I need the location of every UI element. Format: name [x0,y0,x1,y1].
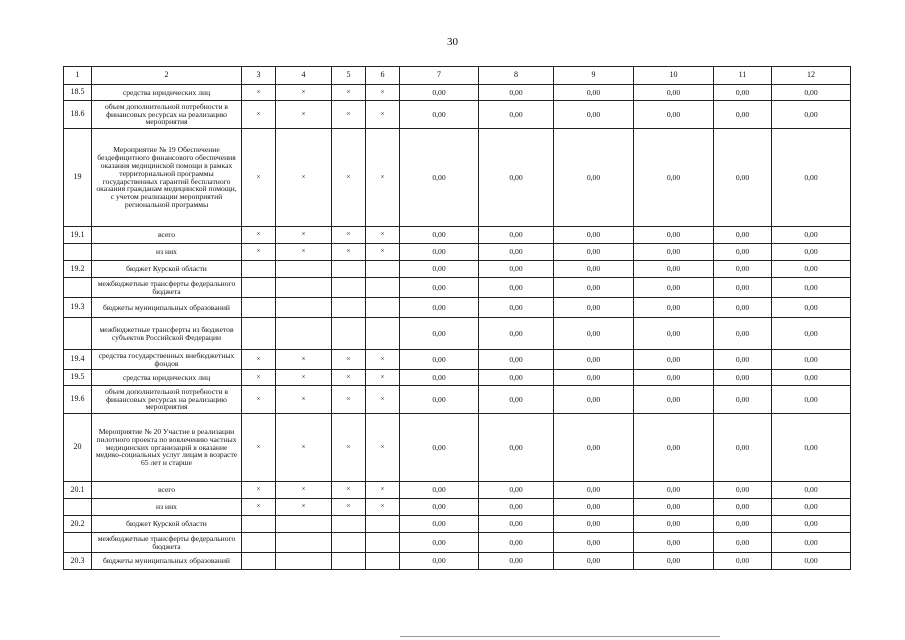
mark-cell [332,298,366,318]
row-number-cell: 19.3 [64,298,92,318]
value-cell: 0,00 [772,516,851,533]
row-number-cell [64,533,92,553]
value-cell: 0,00 [772,499,851,516]
value-cell: 0,00 [479,414,554,482]
mark-cell [366,298,400,318]
row-number-cell: 20.1 [64,482,92,499]
value-cell: 0,00 [634,278,714,298]
header-cell: 11 [714,67,772,85]
table-row [64,499,851,516]
mark-cell [242,533,276,553]
value-cell: 0,00 [479,244,554,261]
row-name-cell: всего [92,227,242,244]
mark-cell: × [276,386,332,414]
value-cell: 0,00 [714,129,772,227]
value-cell: 0,00 [772,414,851,482]
mark-cell [366,318,400,350]
value-cell: 0,00 [634,516,714,533]
value-cell: 0,00 [714,318,772,350]
value-cell: 0,00 [554,298,634,318]
mark-cell [332,318,366,350]
mark-cell: × [366,244,400,261]
table-row [64,101,851,129]
mark-cell: × [366,386,400,414]
table-row [64,227,851,244]
mark-cell: × [366,482,400,499]
mark-cell: × [366,85,400,101]
row-name-cell: всего [92,482,242,499]
mark-cell: × [366,499,400,516]
mark-cell: × [366,129,400,227]
mark-cell: × [366,101,400,129]
table-row [64,386,851,414]
row-name-cell: межбюджетные трансферты федерального бюджета [92,278,242,298]
value-cell: 0,00 [772,386,851,414]
mark-cell [276,298,332,318]
value-cell: 0,00 [634,101,714,129]
mark-cell [276,278,332,298]
value-cell: 0,00 [772,370,851,386]
budget-table [63,66,851,570]
value-cell: 0,00 [554,244,634,261]
mark-cell: × [276,129,332,227]
header-cell: 8 [479,67,554,85]
value-cell: 0,00 [400,318,479,350]
mark-cell: × [242,386,276,414]
mark-cell [366,261,400,278]
mark-cell: × [242,227,276,244]
value-cell: 0,00 [554,516,634,533]
value-cell: 0,00 [772,101,851,129]
value-cell: 0,00 [554,350,634,370]
value-cell: 0,00 [479,370,554,386]
value-cell: 0,00 [479,278,554,298]
mark-cell: × [332,244,366,261]
mark-cell [332,516,366,533]
value-cell: 0,00 [634,129,714,227]
table-row [64,553,851,570]
row-name-cell: межбюджетные трансферты федерального бюджета [92,533,242,553]
table-row [64,516,851,533]
value-cell: 0,00 [554,129,634,227]
value-cell: 0,00 [772,533,851,553]
row-name-cell: объем дополнительной потребности в финансовых ресурсах на реализацию мероприятия [92,101,242,129]
mark-cell: × [276,482,332,499]
value-cell: 0,00 [634,386,714,414]
mark-cell [366,553,400,570]
mark-cell: × [332,482,366,499]
mark-cell [332,278,366,298]
value-cell: 0,00 [634,318,714,350]
table-header-row [64,67,851,85]
value-cell: 0,00 [554,278,634,298]
mark-cell [242,516,276,533]
value-cell: 0,00 [400,261,479,278]
row-name-cell: средства государственных внебюджетных фондов [92,350,242,370]
value-cell: 0,00 [714,516,772,533]
table-body [64,67,851,570]
mark-cell [276,553,332,570]
row-number-cell: 19.4 [64,350,92,370]
table-row [64,482,851,499]
row-number-cell: 19.1 [64,227,92,244]
value-cell: 0,00 [479,350,554,370]
mark-cell: × [332,101,366,129]
value-cell: 0,00 [400,278,479,298]
mark-cell: × [276,85,332,101]
value-cell: 0,00 [714,278,772,298]
header-cell: 9 [554,67,634,85]
value-cell: 0,00 [772,261,851,278]
table-row [64,350,851,370]
value-cell: 0,00 [554,414,634,482]
value-cell: 0,00 [400,101,479,129]
mark-cell: × [242,499,276,516]
value-cell: 0,00 [554,85,634,101]
value-cell: 0,00 [772,85,851,101]
value-cell: 0,00 [479,298,554,318]
value-cell: 0,00 [400,482,479,499]
row-name-cell: бюджет Курской области [92,261,242,278]
header-cell: 10 [634,67,714,85]
value-cell: 0,00 [554,533,634,553]
row-name-cell: средства юридических лиц [92,85,242,101]
value-cell: 0,00 [634,370,714,386]
value-cell: 0,00 [634,414,714,482]
row-number-cell: 19.2 [64,261,92,278]
value-cell: 0,00 [479,533,554,553]
mark-cell [366,533,400,553]
header-cell: 1 [64,67,92,85]
row-number-cell: 20.3 [64,553,92,570]
value-cell: 0,00 [554,318,634,350]
value-cell: 0,00 [479,101,554,129]
value-cell: 0,00 [400,414,479,482]
table-row [64,533,851,553]
row-name-cell: из них [92,244,242,261]
table-row [64,129,851,227]
value-cell: 0,00 [479,85,554,101]
value-cell: 0,00 [634,499,714,516]
value-cell: 0,00 [714,298,772,318]
mark-cell: × [242,350,276,370]
value-cell: 0,00 [479,516,554,533]
mark-cell: × [276,414,332,482]
value-cell: 0,00 [634,533,714,553]
row-number-cell: 20.2 [64,516,92,533]
mark-cell: × [332,227,366,244]
value-cell: 0,00 [400,244,479,261]
mark-cell: × [242,244,276,261]
value-cell: 0,00 [479,261,554,278]
value-cell: 0,00 [479,227,554,244]
mark-cell: × [276,499,332,516]
value-cell: 0,00 [772,482,851,499]
header-cell: 4 [276,67,332,85]
value-cell: 0,00 [479,129,554,227]
value-cell: 0,00 [479,386,554,414]
mark-cell: × [276,350,332,370]
value-cell: 0,00 [714,101,772,129]
value-cell: 0,00 [554,499,634,516]
row-number-cell: 19.5 [64,370,92,386]
table-row [64,244,851,261]
value-cell: 0,00 [479,482,554,499]
mark-cell: × [242,85,276,101]
value-cell: 0,00 [554,261,634,278]
table-row [64,261,851,278]
mark-cell: × [366,227,400,244]
row-number-cell: 20 [64,414,92,482]
row-name-cell: межбюджетные трансферты из бюджетов субъектов Российской Федерации [92,318,242,350]
value-cell: 0,00 [479,318,554,350]
value-cell: 0,00 [714,227,772,244]
mark-cell: × [332,350,366,370]
value-cell: 0,00 [714,553,772,570]
value-cell: 0,00 [479,553,554,570]
mark-cell: × [332,386,366,414]
row-name-cell: Мероприятие № 19 Обеспечение бездефицитного финансового обеспечения оказания медицинской помощи в рамках территориальной программы государственных гарантий бесплатного оказания гражданам медицинской помощи, с учетом реализации мероприятий региональной программы [92,129,242,227]
value-cell: 0,00 [400,350,479,370]
value-cell: 0,00 [714,414,772,482]
table-row [64,414,851,482]
value-cell: 0,00 [400,370,479,386]
header-cell: 12 [772,67,851,85]
header-cell: 7 [400,67,479,85]
mark-cell: × [242,129,276,227]
table-row [64,370,851,386]
value-cell: 0,00 [772,298,851,318]
value-cell: 0,00 [554,101,634,129]
value-cell: 0,00 [772,129,851,227]
value-cell: 0,00 [554,227,634,244]
mark-cell: × [332,414,366,482]
table-row [64,278,851,298]
mark-cell [332,553,366,570]
mark-cell [332,261,366,278]
mark-cell [276,261,332,278]
row-number-cell: 18.5 [64,85,92,101]
table-row [64,298,851,318]
value-cell: 0,00 [772,227,851,244]
mark-cell [276,318,332,350]
value-cell: 0,00 [400,298,479,318]
mark-cell: × [276,370,332,386]
row-name-cell: бюджеты муниципальных образований [92,298,242,318]
mark-cell: × [276,227,332,244]
mark-cell: × [366,414,400,482]
row-name-cell: из них [92,499,242,516]
value-cell: 0,00 [772,318,851,350]
value-cell: 0,00 [634,85,714,101]
value-cell: 0,00 [634,227,714,244]
row-name-cell: средства юридических лиц [92,370,242,386]
header-cell: 2 [92,67,242,85]
value-cell: 0,00 [400,499,479,516]
row-number-cell [64,278,92,298]
value-cell: 0,00 [772,350,851,370]
mark-cell: × [366,370,400,386]
page-number: 30 [447,36,458,48]
mark-cell: × [276,244,332,261]
value-cell: 0,00 [634,244,714,261]
mark-cell: × [242,414,276,482]
mark-cell: × [332,370,366,386]
value-cell: 0,00 [714,261,772,278]
scan-edge-line [400,636,720,637]
value-cell: 0,00 [400,386,479,414]
value-cell: 0,00 [554,370,634,386]
table-row [64,85,851,101]
mark-cell [242,278,276,298]
row-number-cell [64,244,92,261]
value-cell: 0,00 [714,350,772,370]
header-cell: 6 [366,67,400,85]
value-cell: 0,00 [714,244,772,261]
mark-cell: × [332,129,366,227]
mark-cell [276,516,332,533]
row-name-cell: бюджет Курской области [92,516,242,533]
mark-cell: × [276,101,332,129]
value-cell: 0,00 [634,482,714,499]
mark-cell [242,553,276,570]
value-cell: 0,00 [634,261,714,278]
value-cell: 0,00 [554,553,634,570]
row-name-cell: бюджеты муниципальных образований [92,553,242,570]
mark-cell: × [366,350,400,370]
value-cell: 0,00 [400,129,479,227]
mark-cell: × [332,499,366,516]
row-name-cell: Мероприятие № 20 Участие в реализации пилотного проекта по вовлечению частных медицинских организаций в оказание медико-социальных услуг лицам в возрасте 65 лет и старше [92,414,242,482]
mark-cell: × [242,482,276,499]
value-cell: 0,00 [714,499,772,516]
header-cell: 5 [332,67,366,85]
value-cell: 0,00 [400,533,479,553]
value-cell: 0,00 [772,244,851,261]
mark-cell [242,261,276,278]
value-cell: 0,00 [634,298,714,318]
value-cell: 0,00 [400,516,479,533]
mark-cell [276,533,332,553]
header-cell: 3 [242,67,276,85]
mark-cell [242,318,276,350]
value-cell: 0,00 [714,370,772,386]
value-cell: 0,00 [772,553,851,570]
value-cell: 0,00 [714,386,772,414]
value-cell: 0,00 [772,278,851,298]
value-cell: 0,00 [714,85,772,101]
value-cell: 0,00 [479,499,554,516]
row-number-cell [64,499,92,516]
row-number-cell: 19 [64,129,92,227]
mark-cell: × [242,101,276,129]
value-cell: 0,00 [400,227,479,244]
row-number-cell: 19.6 [64,386,92,414]
value-cell: 0,00 [634,350,714,370]
mark-cell [332,533,366,553]
table-row [64,318,851,350]
value-cell: 0,00 [714,533,772,553]
row-number-cell [64,318,92,350]
value-cell: 0,00 [634,553,714,570]
mark-cell: × [332,85,366,101]
value-cell: 0,00 [400,85,479,101]
mark-cell [366,516,400,533]
mark-cell: × [242,370,276,386]
mark-cell [366,278,400,298]
value-cell: 0,00 [400,553,479,570]
value-cell: 0,00 [554,386,634,414]
row-number-cell: 18.6 [64,101,92,129]
value-cell: 0,00 [554,482,634,499]
mark-cell [242,298,276,318]
value-cell: 0,00 [714,482,772,499]
row-name-cell: объем дополнительной потребности в финансовых ресурсах на реализацию мероприятия [92,386,242,414]
